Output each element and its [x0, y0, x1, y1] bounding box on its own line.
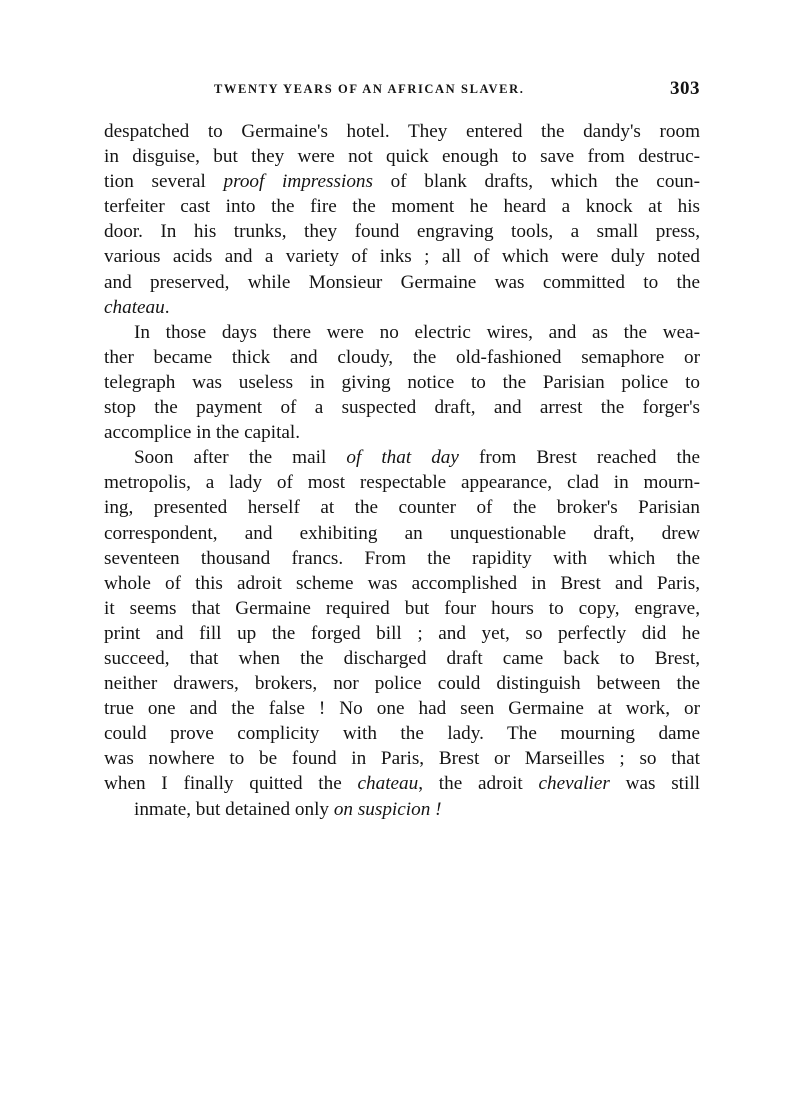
text-line: true one and the false ! No one had seen Germaine at work, or	[104, 698, 700, 720]
text-line: in disguise, but they were not quick enough to save from destruc-	[104, 146, 700, 168]
page-number: 303	[670, 78, 700, 99]
text-line: door. In his trunks, they found engraving tools, a small press,	[104, 221, 700, 243]
text-line: succeed, that when the discharged draft came back to Brest,	[104, 647, 700, 669]
italic-phrase: chevalier	[538, 773, 610, 795]
text-line: and preserved, while Monsieur Germaine was committed to the	[104, 271, 700, 293]
italic-phrase: proof impressions	[223, 171, 373, 193]
text-line: it seems that Germaine required but four hours to copy, engrave,	[104, 597, 700, 619]
running-head	[104, 78, 700, 104]
text-line: seventeen thousand francs. From the rapidity with which the	[104, 547, 700, 569]
text-line: terfeiter cast into the fire the moment he heard a knock at his	[104, 196, 700, 218]
text-line: whole of this adroit scheme was accomplished in Brest and Paris,	[104, 572, 700, 594]
text-line: accomplice in the capital.	[104, 422, 301, 444]
paragraph-start: Soon after the mail of that day from Brest reached the	[134, 447, 700, 469]
text-line: could prove complicity with the lady. The mourning dame	[104, 723, 700, 745]
italic-phrase: on suspicion !	[333, 798, 442, 820]
text-line: when I finally quitted the chateau, the adroit chevalier was still	[104, 773, 700, 795]
text-line: ing, presented herself at the counter of the broker's Parisian	[104, 497, 700, 519]
body-text	[104, 119, 700, 822]
text-line: various acids and a variety of inks ; all of which were duly noted	[104, 246, 700, 268]
paragraph-start: In those days there were no electric wires, and as the wea-	[134, 321, 700, 343]
text-line: print and fill up the forged bill ; and yet, so perfectly did he	[104, 622, 700, 644]
text-line: neither drawers, brokers, nor police could distinguish between the	[104, 673, 700, 695]
text-line: inmate, but detained only on suspicion !	[134, 798, 442, 820]
running-title: TWENTY YEARS OF AN AFRICAN SLAVER.	[214, 82, 525, 96]
italic-phrase: chateau	[357, 773, 419, 795]
text-line: chateau.	[104, 296, 170, 318]
text-line: telegraph was useless in giving notice to the Parisian police to	[104, 371, 700, 393]
text-line: was nowhere to be found in Paris, Brest or Marseilles ; so that	[104, 748, 700, 770]
text-line: stop the payment of a suspected draft, and arrest the forger's	[104, 397, 700, 419]
text-line: despatched to Germaine's hotel. They entered the dandy's room	[104, 121, 700, 142]
italic-phrase: of that day	[346, 447, 459, 469]
text-line: correspondent, and exhibiting an unquestionable draft, drew	[104, 522, 700, 544]
text-line: ther became thick and cloudy, the old-fashioned semaphore or	[104, 346, 700, 368]
text-line: tion several proof impressions of blank drafts, which the coun-	[104, 171, 700, 193]
text-line: metropolis, a lady of most respectable appearance, clad in mourn-	[104, 472, 700, 494]
italic-phrase: chateau	[104, 296, 165, 318]
